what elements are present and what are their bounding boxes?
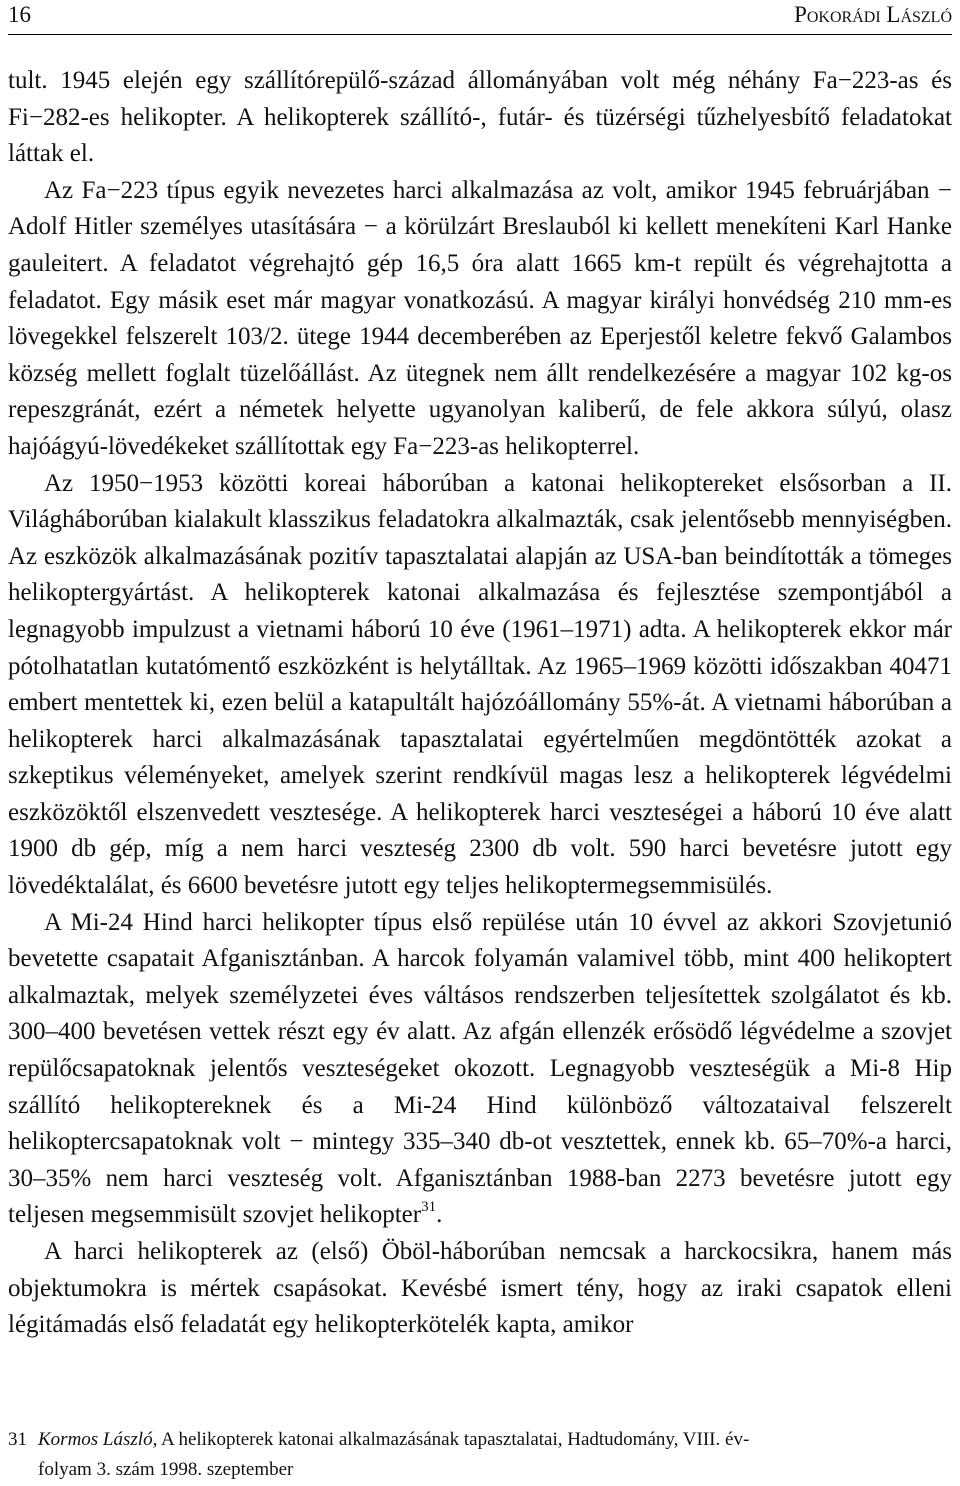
paragraph-3: Az 1950−1953 közötti koreai háborúban a katonai helikoptereket elsősorban a II. Világháborúban kialakult klasszikus feladatokra alkalmazták, csak jelentősebb mennyiségben. Az eszközök alkalmazásának pozitív tapasztalatai alapján az USA-ban beindították a tömeges helikoptergyártást. A helikopterek katonai alkalmazása és fejlesztése szempontjából a legnagyobb impulzust a vietnami háború 10 éve (1961–1971) adta. A helikopterek ekkor már pótolhatatlan kutatómentő eszközként is helytálltak. Az 1965–1969 közötti időszakban 40471 embert mentettek ki, ezen belül a katapultált hajózóállomány 55%-át. A vietnami háborúban a helikopterek harci alkalmazásának tapasztalatai egyértelműen megdöntötték azokat a szkeptikus véleményeket, amelyek szerint rendkívül magas lesz a helikopterek légvédelmi eszközöktől elszenvedett vesztesége. A helikopterek harci veszteségei a háború 10 éve alatt 1900 db gép, míg a nem harci veszteség 2300 db volt. 590 harci bevetésre jutott egy lövedéktalálat, és 6600 bevetésre jutott egy teljes helikoptermegsemmisülés. (8, 469, 952, 900)
paragraph-5: A harci helikopterek az (első) Öböl-háborúban nemcsak a harckocsikra, hanem más objektumokra is mértek csapásokat. Kevésbé ismert tény, hogy az iraki csapatok elleni légitámadás első feladatát egy helikopterkötelék kapta, amikor (8, 1238, 952, 1339)
page-number: 16 (8, 2, 31, 27)
footnote-reference[interactable]: 31 (421, 1199, 437, 1216)
paragraph-2: Az Fa−223 típus egyik nevezetes harci alkalmazása az volt, amikor 1945 februárjában − Adolf Hitler személyes utasítására − a körülzárt Breslauból ki kellett menekíteni Karl Hanke gauleitert. A feladatot végrehajtó gép 16,5 óra alatt 1665 km-t repült és végrehajtotta a feladatot. Egy másik eset már magyar vonatkozású. A magyar királyi honvédség 210 mm-es lövegekkel felszerelt 103/2. ütege 1944 decemberében az Eperjestől keletre fekvő Galambos község mellett foglalt tüzelőállást. Az ütegnek nem állt rendelkezésére a magyar 102 kg-os repeszgránát, ezért a németek helyette ugyanolyan kaliberű, de fele akkora súlyú, olasz hajóágyú-lövedékeket szállítottak egy Fa−223-as helikopterrel. (8, 176, 952, 460)
footnote-line-1 (8, 1425, 952, 1455)
footnote-text-2: folyam 3. szám 1998. szeptember (38, 1459, 294, 1480)
paragraph-4 (8, 905, 952, 1234)
paragraph-4-end: . (436, 1201, 443, 1229)
paragraph-4-text: A Mi-24 Hind harci helikopter típus első repülése után 10 évvel az akkori Szovjetunió bevetette csapatait Afganisztánban. A harcok folyamán valamivel több, mint 400 helikoptert alkalmaztak, melyek személyzetei éves váltásos rendszerben teljesítettek szolgálatot és kb. 300–400 bevetésen vettek részt egy év alatt. Az afgán ellenzék erősödő légvédelme a szovjet repülőcsapatoknak jelentős veszteségeket okozott. Legnagyobb veszteségük a Mi-8 Hip szállító helikoptereknek és a Mi-24 Hind különböző változataival felszerelt helikoptercsapatoknak volt − mintegy 335–340 db-ot vesztettek, ennek kb. 65–70%-a harci, 30–35% nem harci veszteség volt. Afganisztánban 1988-ban 2273 bevetésre jutott egy teljesen megsemmisült szovjet helikopter (8, 908, 952, 1229)
running-author: Pokorádi László (794, 2, 952, 27)
body-text (8, 63, 952, 1344)
paragraph-1: tult. 1945 elején egy szállítórepülő-század állományában volt még néhány Fa−223-as és Fi−282-es helikopter. A helikopterek szállító-, futár- és tüzérségi tűzhelyesbítő feladatokat láttak el. (8, 67, 952, 168)
footnote-text-1: A helikopterek katonai alkalmazásának tapasztalatai, Hadtudomány, VIII. év- (157, 1429, 750, 1450)
footnote-number: 31 (8, 1429, 27, 1450)
footnote-author: Kormos László, (38, 1429, 158, 1450)
page-header (8, 0, 952, 35)
footnote (8, 1425, 952, 1485)
